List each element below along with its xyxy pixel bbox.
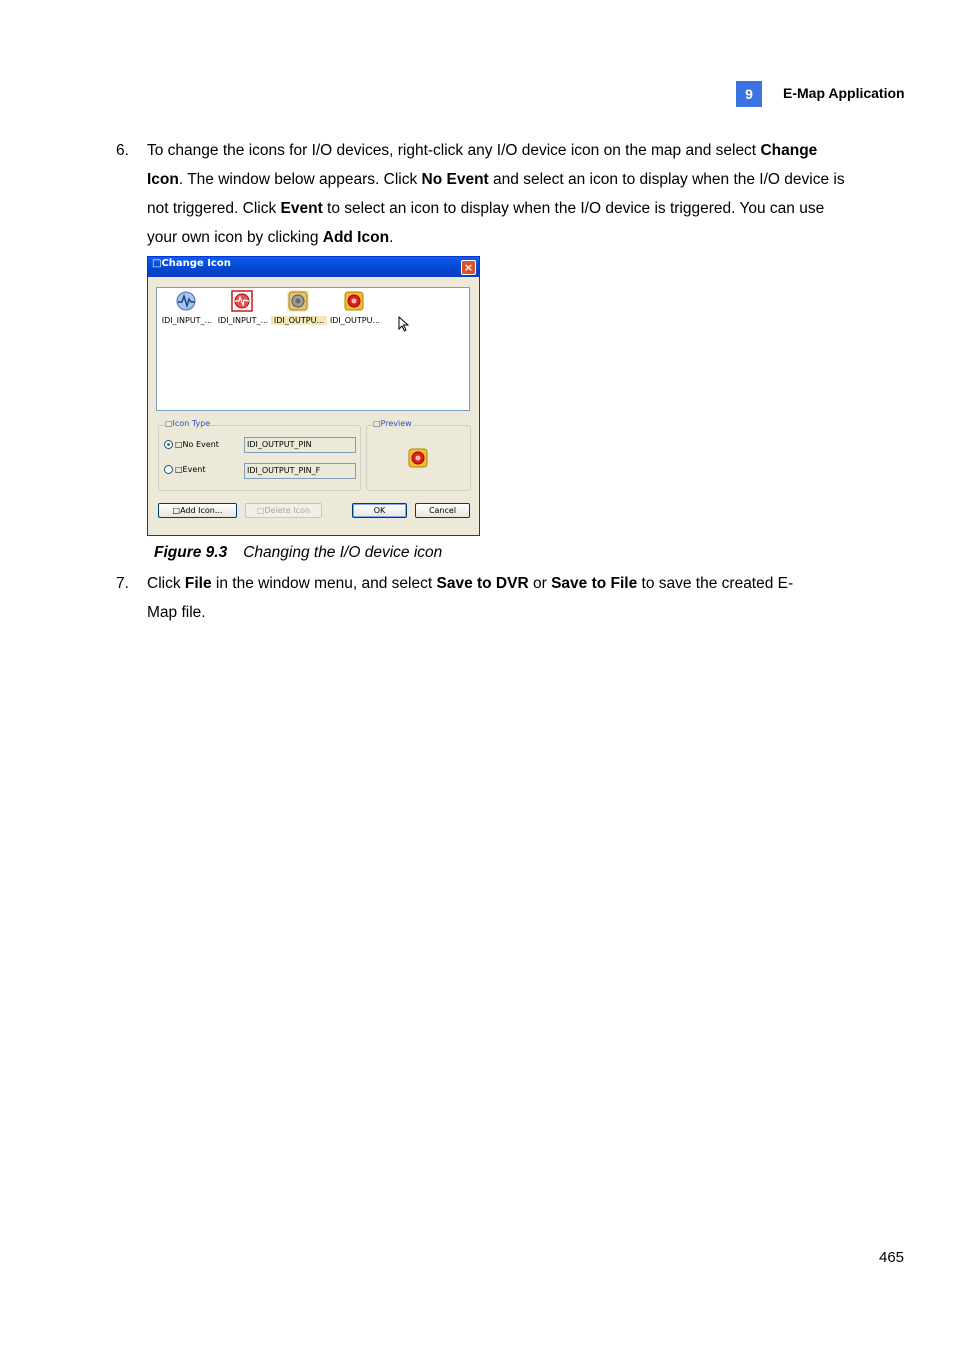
text-segment: . The window below appears. Click xyxy=(178,171,422,188)
text-segment: Click xyxy=(147,575,185,592)
output-pin-red-icon xyxy=(343,290,365,312)
no-event-field[interactable]: IDI_OUTPUT_PIN xyxy=(244,437,356,453)
text-segment: and select an icon to display when the I/O device is not triggered. Click xyxy=(147,171,849,217)
dialog-title: □Change Icon xyxy=(152,258,231,269)
text-segment: To change the icons for I/O devices, right-click any I/O device icon on the map and select xyxy=(147,142,761,159)
bold-segment: File xyxy=(184,575,212,592)
icon-label: IDI_OUTPU... xyxy=(329,316,381,325)
bold-segment: Save to File xyxy=(551,575,638,592)
chapter-number-badge: 9 xyxy=(736,81,762,107)
mouse-cursor-icon xyxy=(398,316,409,332)
icon-type-group xyxy=(158,419,361,491)
output-pin-icon xyxy=(287,290,309,312)
ok-button[interactable]: OK xyxy=(352,503,407,518)
icon-item-input-1[interactable] xyxy=(159,288,215,330)
text-segment: in the window menu, and select xyxy=(211,575,437,592)
page-number: 465 xyxy=(879,1249,905,1266)
add-icon-button[interactable]: □Add Icon... xyxy=(158,503,237,518)
bold-segment: Event xyxy=(280,200,323,217)
figure-caption xyxy=(154,544,442,562)
bold-segment: No Event xyxy=(421,171,489,188)
icon-item-output-2[interactable] xyxy=(327,288,383,330)
event-field[interactable]: IDI_OUTPUT_PIN_F xyxy=(244,463,356,479)
step-number: 7. xyxy=(116,575,129,592)
bold-segment: Save to DVR xyxy=(436,575,529,592)
icon-label: IDI_INPUT_... xyxy=(217,316,269,325)
text-segment: to save the created E-Map file. xyxy=(147,575,794,621)
icon-list[interactable] xyxy=(156,287,470,411)
output-pin-red-icon xyxy=(407,447,429,469)
icon-item-input-2[interactable] xyxy=(215,288,271,330)
step-number: 6. xyxy=(116,142,129,159)
preview-title: □Preview xyxy=(373,419,412,428)
figure-number: Figure 9.3 xyxy=(154,544,228,561)
event-label: □Event xyxy=(175,465,206,474)
step-text xyxy=(147,136,849,252)
event-radio[interactable] xyxy=(164,465,205,474)
figure-text: Changing the I/O device icon xyxy=(243,544,443,561)
radio-button-icon[interactable] xyxy=(164,465,173,474)
input-triggered-icon xyxy=(231,290,253,312)
input-wave-icon xyxy=(175,290,197,312)
step-6 xyxy=(116,136,849,256)
change-icon-dialog xyxy=(147,256,480,536)
icon-label: IDI_OUTPU... xyxy=(271,316,327,325)
preview-group xyxy=(366,419,471,491)
step-7 xyxy=(116,569,846,629)
step-text xyxy=(147,569,806,627)
close-icon[interactable]: × xyxy=(461,260,476,275)
no-event-label: □No Event xyxy=(175,440,219,449)
icon-label: IDI_INPUT_... xyxy=(161,316,213,325)
icon-type-title: □Icon Type xyxy=(165,419,211,428)
icon-item-output-1[interactable] xyxy=(271,288,327,330)
chapter-title: E-Map Application xyxy=(783,85,905,101)
bold-segment: Add Icon xyxy=(322,229,390,246)
text-segment: . xyxy=(389,229,394,246)
no-event-radio[interactable] xyxy=(164,440,219,449)
bold-segment: Change Icon xyxy=(147,142,822,188)
text-segment: or xyxy=(528,575,552,592)
cancel-button[interactable]: Cancel xyxy=(415,503,470,518)
radio-button-icon[interactable] xyxy=(164,440,173,449)
delete-icon-button[interactable]: □Delete Icon xyxy=(245,503,322,518)
dialog-titlebar[interactable] xyxy=(148,257,479,277)
text-segment: to select an icon to display when the I/O device is triggered. You can use your own icon by clicking xyxy=(147,200,829,246)
